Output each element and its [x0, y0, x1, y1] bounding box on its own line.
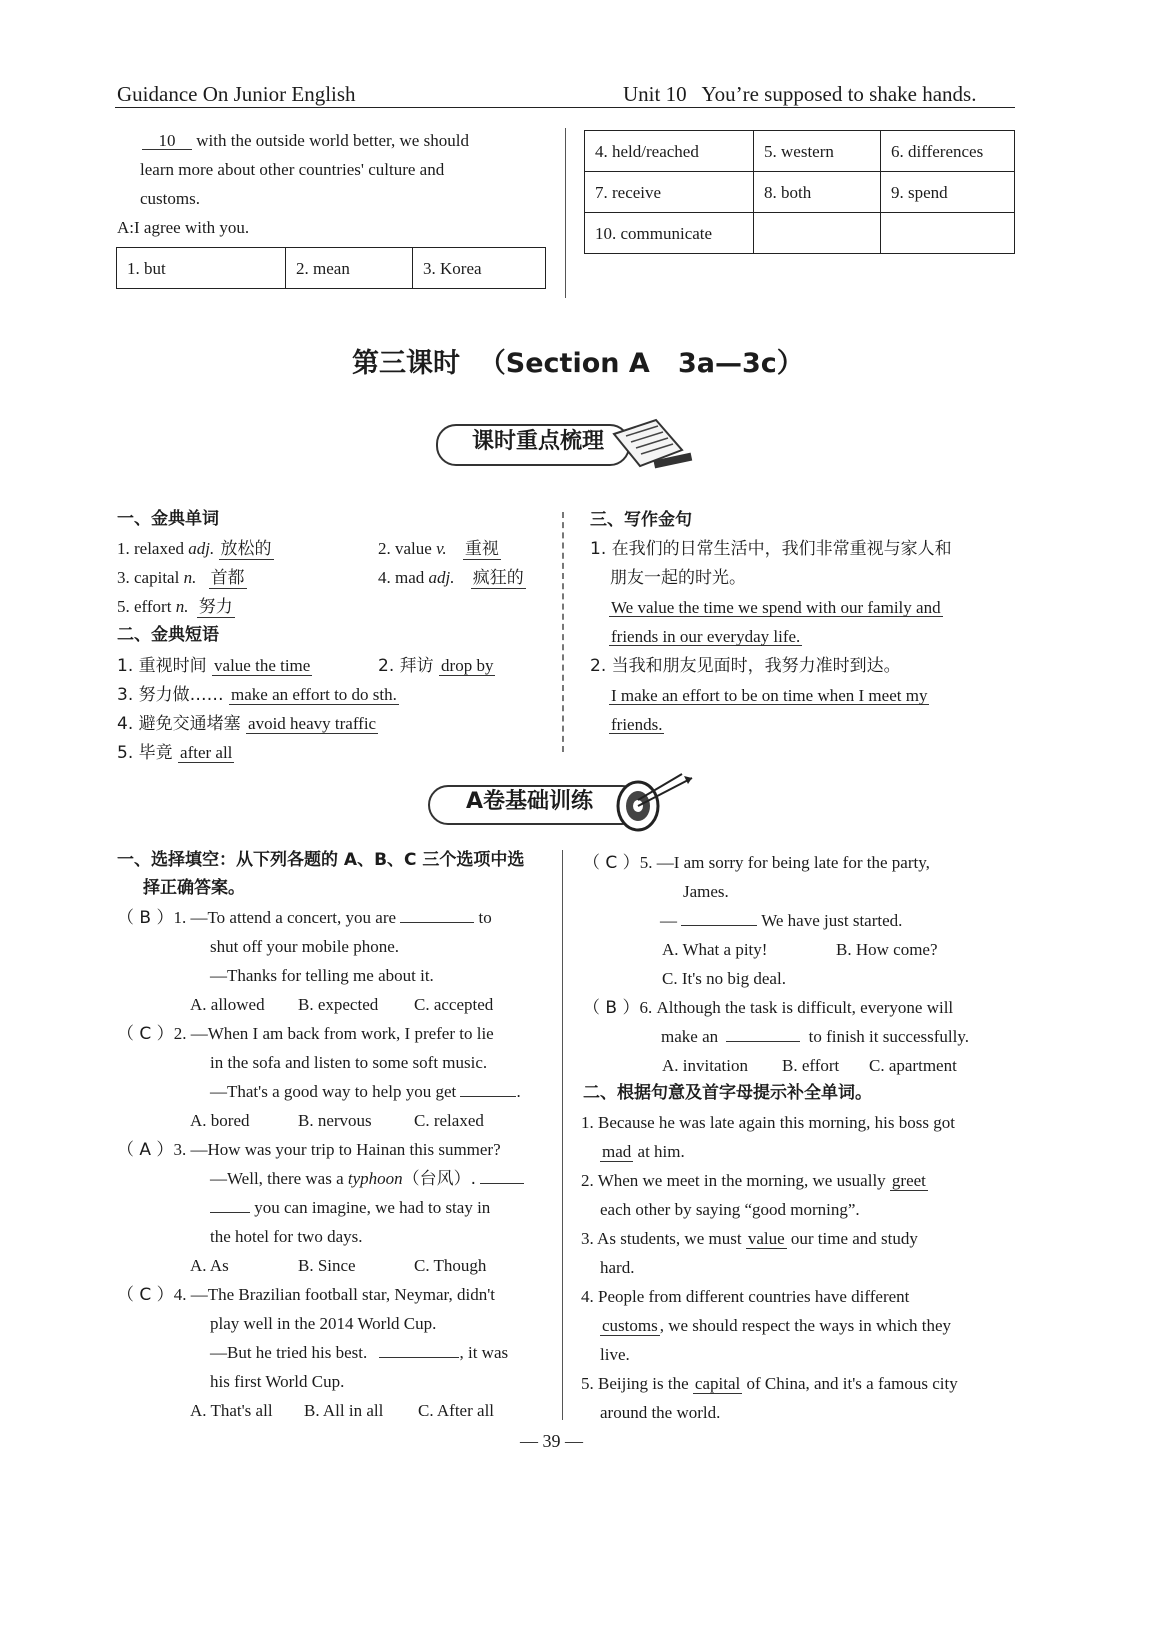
answer-cell: 4. held/reached: [585, 131, 754, 172]
answer-blank: [379, 1357, 459, 1358]
q3-option-b: B. Since: [298, 1256, 356, 1275]
q5-option-c: C. It's no big deal.: [662, 969, 786, 988]
question-text: to finish it successfully.: [808, 1027, 969, 1046]
phrase-item-2: [378, 657, 495, 675]
phrase-question: 3. 努力做……: [117, 685, 230, 705]
answer-blank: [210, 1212, 250, 1213]
fill-answer: customs: [602, 1316, 658, 1335]
question-text: 3. —How was your trip to Hainan this summer?: [173, 1140, 501, 1159]
target-arrows-icon: [592, 770, 702, 832]
phrase-answer: drop by: [441, 656, 494, 675]
q6-option-b: B. effort: [782, 1056, 840, 1075]
q2-line2: in the sofa and listen to some soft music.: [210, 1053, 488, 1072]
q2-option-b: B. nervous: [298, 1111, 372, 1130]
q5-line2: James.: [683, 882, 729, 901]
phrase-item-1: [117, 657, 312, 675]
vocab-pos: v.: [436, 539, 447, 558]
item-text: our time and study: [786, 1229, 918, 1248]
q3-line1: [117, 1141, 501, 1159]
vocab-word: 1. relaxed: [117, 539, 189, 558]
vocab-word: 4. mad: [378, 568, 429, 587]
q2-line3: [210, 1083, 521, 1100]
q4-option-b: B. All in all: [304, 1401, 384, 1420]
vocab-answer: 努力: [198, 597, 233, 617]
vocab-item-1: [117, 540, 274, 558]
question-text: We have just started.: [761, 911, 903, 930]
partB-item3-b: hard.: [600, 1258, 635, 1277]
phrase-question: 4. 避免交通堵塞: [117, 714, 247, 734]
answer-cell: 8. both: [754, 172, 881, 213]
answer-cell: 6. differences: [881, 131, 1015, 172]
answer-blank: [726, 1041, 800, 1042]
page-number: — 39 —: [520, 1431, 583, 1451]
partB-item2-a: [581, 1172, 928, 1189]
question-text: —But he tried his best.: [210, 1343, 368, 1362]
phrase-question: 5. 毕竟: [117, 743, 179, 763]
question-text: 2. —When I am back from work, I prefer to lie: [173, 1024, 494, 1043]
top-line2: learn more about other countries' culture and: [140, 160, 445, 179]
question-text: （台风）.: [402, 1169, 477, 1189]
phrase-item-4: [117, 715, 378, 733]
partB-item4-c: live.: [600, 1345, 630, 1364]
q4-line3: [210, 1344, 508, 1361]
vocab-item-2: [378, 540, 501, 558]
phrases-heading: 二、金典短语: [117, 625, 219, 645]
phrase-item-5: [117, 744, 234, 762]
answer-bracket: （ C ）: [117, 1285, 174, 1305]
top-line4: A:I agree with you.: [117, 218, 250, 237]
question-text: 5. —I am sorry for being late for the party,: [639, 853, 930, 872]
answer-table-right: [584, 130, 1015, 254]
q5-line1: [583, 854, 930, 872]
answer-bracket: （ B ）: [117, 908, 174, 928]
answer-blank: [681, 925, 757, 926]
banner-key-points-title: 课时重点梳理: [472, 429, 605, 454]
writing-s1-cn-b: 朋友一起的时光。: [610, 568, 746, 588]
vocab-item-3: [117, 569, 247, 587]
answer-table-left: [116, 247, 546, 289]
q2-option-c: C. relaxed: [414, 1111, 484, 1130]
item-text: 5. Beijing is the: [581, 1374, 693, 1393]
q2-line1: [117, 1025, 494, 1043]
q2-option-a: A. bored: [190, 1111, 250, 1130]
vocab-word: 5. effort: [117, 597, 176, 616]
banner-basic-training-title: A卷基础训练: [466, 789, 594, 814]
q1-line1: [117, 909, 492, 927]
top-line3: customs.: [140, 189, 200, 208]
q1-option-c: C. accepted: [414, 995, 494, 1014]
q3-line2: [210, 1170, 524, 1188]
partA-heading-a: 一、选择填空：从下列各题的 A、B、C 三个选项中选: [117, 850, 525, 870]
answer-blank: [480, 1183, 524, 1184]
q6-option-c: C. apartment: [869, 1056, 957, 1075]
writing-s2-en-b: friends.: [611, 715, 663, 734]
q5-line3: [660, 912, 902, 929]
answer-bracket: （ C ）: [583, 853, 640, 873]
q4-line1: [117, 1286, 495, 1304]
q4-option-a: A. That's all: [190, 1401, 273, 1420]
answer-blank: [400, 922, 474, 923]
top-line1: [142, 132, 469, 150]
header-left: Guidance On Junior English: [117, 82, 356, 106]
partB-item5-b: around the world.: [600, 1403, 721, 1422]
vocab-word: 2. value: [378, 539, 437, 558]
answer-cell: 7. receive: [585, 172, 754, 213]
writing-heading: 三、写作金句: [590, 510, 692, 530]
vine-divider: [562, 512, 564, 752]
answer-bracket: （ C ）: [117, 1024, 174, 1044]
q3-line4: the hotel for two days.: [210, 1227, 363, 1246]
question-italic: typhoon: [347, 1169, 403, 1188]
answer-cell: 1. but: [117, 248, 286, 289]
item-text: at him.: [633, 1142, 685, 1161]
q5-option-a: A. What a pity!: [662, 940, 768, 959]
question-text: —: [660, 911, 677, 930]
q4-option-c: C. After all: [418, 1401, 495, 1420]
partB-item4-b: [600, 1317, 951, 1334]
phrase-item-3: [117, 686, 399, 704]
partB-item1-b: [600, 1143, 685, 1160]
fill-answer: capital: [694, 1374, 741, 1393]
question-text: 6. Although the task is difficult, everyone will: [639, 998, 954, 1017]
vocab-answer: 疯狂的: [472, 568, 524, 588]
fill-answer: greet: [891, 1171, 926, 1190]
question-text: —That's a good way to help you get: [210, 1082, 457, 1101]
phrase-answer: avoid heavy traffic: [248, 714, 377, 733]
phrase-answer: make an effort to do sth.: [231, 685, 397, 704]
q6-line1: [583, 999, 953, 1017]
partB-item4-a: 4. People from different countries have different: [581, 1287, 910, 1306]
answer-cell: [754, 213, 881, 254]
vocab-pos: n.: [175, 597, 189, 616]
q4-line4: his first World Cup.: [210, 1372, 345, 1391]
phrase-answer: after all: [180, 743, 233, 762]
partB-item2-b: each other by saying “good morning”.: [600, 1200, 860, 1219]
question-text: you can imagine, we had to stay in: [254, 1198, 491, 1217]
q1-option-b: B. expected: [298, 995, 379, 1014]
vocab-pos: adj.: [428, 568, 455, 587]
item-text: of China, and it's a famous city: [742, 1374, 958, 1393]
vocab-pos: n.: [183, 568, 197, 587]
phrase-question: 2. 拜访: [378, 656, 440, 676]
answer-cell: 9. spend: [881, 172, 1015, 213]
question-text: —Well, there was a: [210, 1169, 348, 1188]
vocab-word: 3. capital: [117, 568, 184, 587]
q1-line3: —Thanks for telling me about it.: [210, 966, 434, 985]
bottom-column-divider: [562, 850, 563, 1420]
q5-option-b: B. How come?: [836, 940, 938, 959]
question-text: 4. —The Brazilian football star, Neymar, didn't: [173, 1285, 495, 1304]
writing-s2-cn: 2. 当我和朋友见面时，我努力准时到达。: [590, 656, 901, 676]
header-right: Unit 10 You’re supposed to shake hands.: [623, 82, 977, 106]
q6-option-a: A. invitation: [662, 1056, 748, 1075]
item-text: , we should respect the ways in which they: [659, 1316, 952, 1335]
phrase-answer: value the time: [214, 656, 311, 675]
writing-s1-en-a: We value the time we spend with our family and: [611, 598, 941, 617]
q3-line3: [210, 1199, 490, 1216]
notebook-pen-icon: [606, 416, 696, 478]
question-text: , it was: [459, 1343, 509, 1362]
q3-option-a: A. As: [190, 1256, 229, 1275]
writing-s1-en-b: friends in our everyday life.: [611, 627, 801, 646]
q3-option-c: C. Though: [414, 1256, 487, 1275]
fill-answer: value: [747, 1229, 785, 1248]
answer-bracket: （ B ）: [583, 998, 640, 1018]
vocab-heading: 一、金典单词: [117, 509, 219, 529]
q1-line2: shut off your mobile phone.: [210, 937, 400, 956]
vocab-answer: 重视: [464, 539, 499, 559]
header-rule: [115, 107, 1015, 108]
top-line1-text: with the outside world better, we should: [196, 131, 469, 150]
writing-s2-en-a: I make an effort to be on time when I meet my: [611, 686, 928, 705]
writing-s1-cn-a: 1. 在我们的日常生活中，我们非常重视与家人和: [590, 539, 952, 559]
answer-cell: 3. Korea: [413, 248, 546, 289]
vocab-item-4: [378, 569, 526, 587]
top-column-divider: [565, 128, 566, 298]
q1-option-a: A. allowed: [190, 995, 265, 1014]
answer-cell: [881, 213, 1015, 254]
answer-cell: 2. mean: [286, 248, 413, 289]
q6-line2: [661, 1028, 969, 1045]
item-text: 2. When we meet in the morning, we usually: [581, 1171, 890, 1190]
vocab-answer: 首都: [210, 568, 245, 588]
partA-heading-b: 择正确答案。: [143, 878, 245, 898]
question-text: to: [478, 908, 492, 927]
blank-answer-10: 10: [142, 132, 192, 150]
item-text: 3. As students, we must: [581, 1229, 746, 1248]
answer-cell: 5. western: [754, 131, 881, 172]
partB-item5-a: [581, 1375, 958, 1392]
answer-cell: 10. communicate: [585, 213, 754, 254]
partB-item1-a: 1. Because he was late again this morning, his boss got: [581, 1113, 955, 1132]
answer-bracket: （ A ）: [117, 1140, 174, 1160]
phrase-question: 1. 重视时间: [117, 656, 213, 676]
vocab-answer: 放松的: [220, 539, 272, 559]
partB-item3-a: [581, 1230, 918, 1247]
q4-line2: play well in the 2014 World Cup.: [210, 1314, 437, 1333]
question-text: 1. —To attend a concert, you are: [173, 908, 397, 927]
vocab-item-5: [117, 598, 235, 616]
fill-answer: mad: [602, 1142, 632, 1161]
question-text: .: [516, 1082, 521, 1101]
partB-heading: 二、根据句意及首字母提示补全单词。: [583, 1083, 872, 1103]
question-text: make an: [661, 1027, 719, 1046]
answer-blank: [460, 1096, 516, 1097]
lesson-title: 第三课时 （Section A 3a—3c）: [352, 348, 804, 379]
vocab-pos: adj.: [188, 539, 215, 558]
